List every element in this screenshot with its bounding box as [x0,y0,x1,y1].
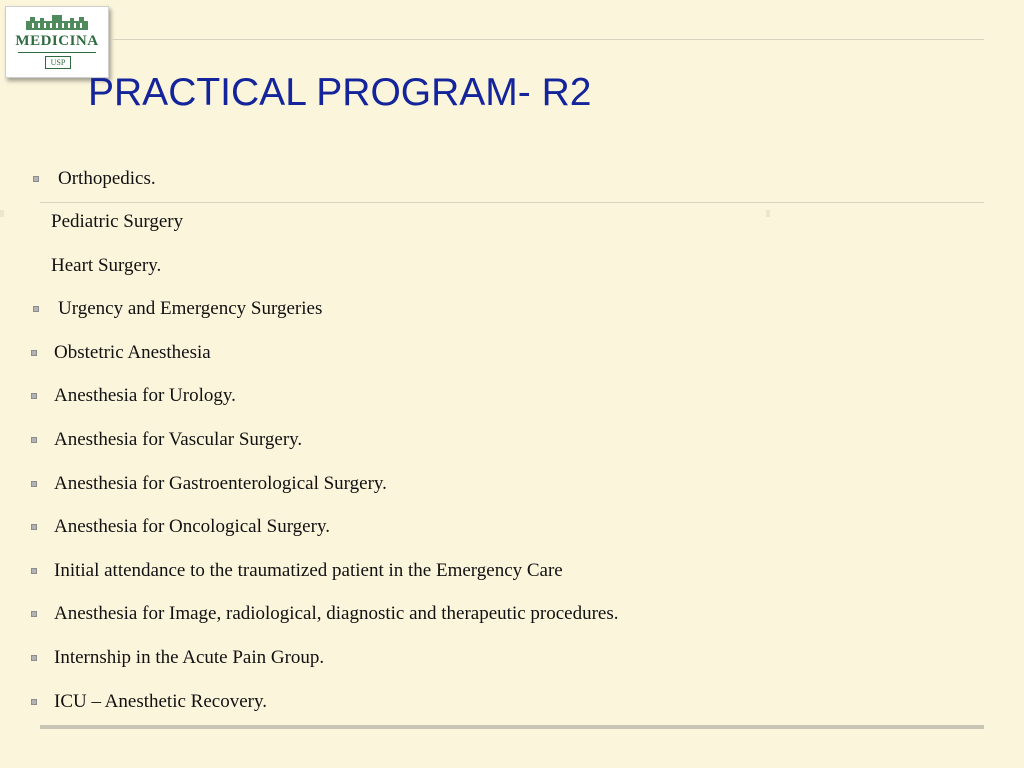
edge-mark-right [766,210,770,217]
top-divider [112,39,984,40]
list-item-label: ICU – Anesthetic Recovery. [54,691,267,712]
bullet-icon [31,481,37,487]
logo-wordmark: MEDICINA [15,33,99,49]
content-divider [40,202,984,203]
edge-mark-left [0,210,4,217]
bullet-icon [31,699,37,705]
list-item-label: Urgency and Emergency Surgeries [58,298,323,319]
list-item-label: Anesthesia for Gastroenterological Surgery. [54,473,387,494]
list-item-label: Initial attendance to the traumatized patient in the Emergency Care [54,560,563,581]
list-item-label: Orthopedics. [58,168,156,189]
list-item-label: Pediatric Surgery [51,211,184,232]
bottom-divider [40,725,984,729]
bullet-icon [31,350,37,356]
list-item-label: Anesthesia for Vascular Surgery. [54,429,303,450]
bullet-icon [31,568,37,574]
bullet-icon [31,611,37,617]
bullet-icon [31,437,37,443]
list-item-label: Heart Surgery. [51,255,162,276]
list-item-label: Anesthesia for Urology. [54,385,236,406]
bullet-icon [31,393,37,399]
bullet-icon [33,176,39,182]
list-item-label: Obstetric Anesthesia [54,342,211,363]
slide-title: PRACTICAL PROGRAM- R2 [88,71,592,114]
logo-sub-mark: USP [45,56,71,69]
list-item-label: Anesthesia for Oncological Surgery. [54,516,330,537]
list-item-label: Anesthesia for Image, radiological, diagnostic and therapeutic procedures. [54,603,619,624]
list-item-label: Internship in the Acute Pain Group. [54,647,325,668]
bullet-icon [33,306,39,312]
bullet-icon [31,524,37,530]
bullet-icon [31,655,37,661]
